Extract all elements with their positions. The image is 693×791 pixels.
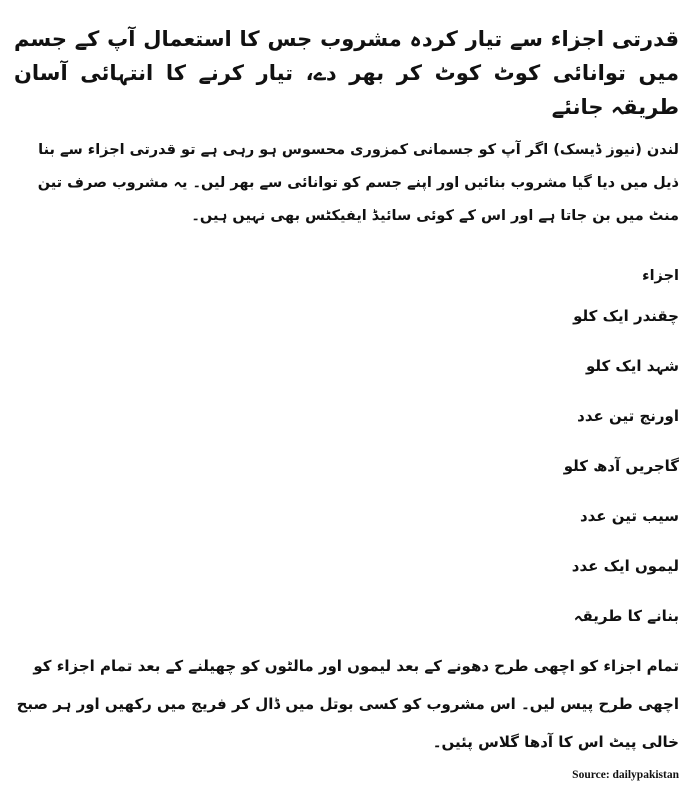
article [14,0,679,781]
method-paragraph: تمام اجزاء کو اچھی طرح دھونے کے بعد لیموں اور مالٹوں کو چھیلنے کے بعد تمام اجزاء کو اچھی طرح پیس لیں۔ اس مشروب کو کسی بوتل میں ڈال کر فریج میں رکھیں اور ہر صبح خالی پیٹ اس کا آدھا گلاس پئیں۔ [16,657,679,751]
ingredient-item: شہد ایک کلو [585,357,679,375]
article-intro: لندن (نیوز ڈیسک) اگر آپ کو جسمانی کمزوری محسوس ہو رہی ہے تو قدرتی اجزاء سے بنا ذیل میں دیا گیا مشروب بنائیں اور اپنے جسم کو توانائی سے بھر لیں۔ یہ مشروب صرف تین منٹ میں بن جاتا ہے اور اس کے کوئی سائیڈ ایفیکٹس بھی نہیں ہیں۔ [37,142,679,224]
ingredient-item: چقندر ایک کلو [573,307,679,325]
source-credit: Source: dailypakistan [572,769,679,781]
ingredient-item: گاجریں آدھ کلو [563,457,679,475]
ingredient-item: لیموں ایک عدد [571,557,679,575]
article-headline: قدرتی اجزاء سے تیار کردہ مشروب جس کا استعمال آپ کے جسم میں توانائی کوٹ کوٹ کر بھر دے، تیار کرنے کا انتہائی آسان طریقہ جانئے [14,27,679,119]
ingredients-heading: اجزاء [642,268,679,284]
ingredients-list [14,291,679,591]
method-heading: بنانے کا طریقہ [573,607,679,625]
ingredient-item: اورنج تین عدد [577,407,679,425]
ingredient-item: سیب تین عدد [579,507,679,525]
